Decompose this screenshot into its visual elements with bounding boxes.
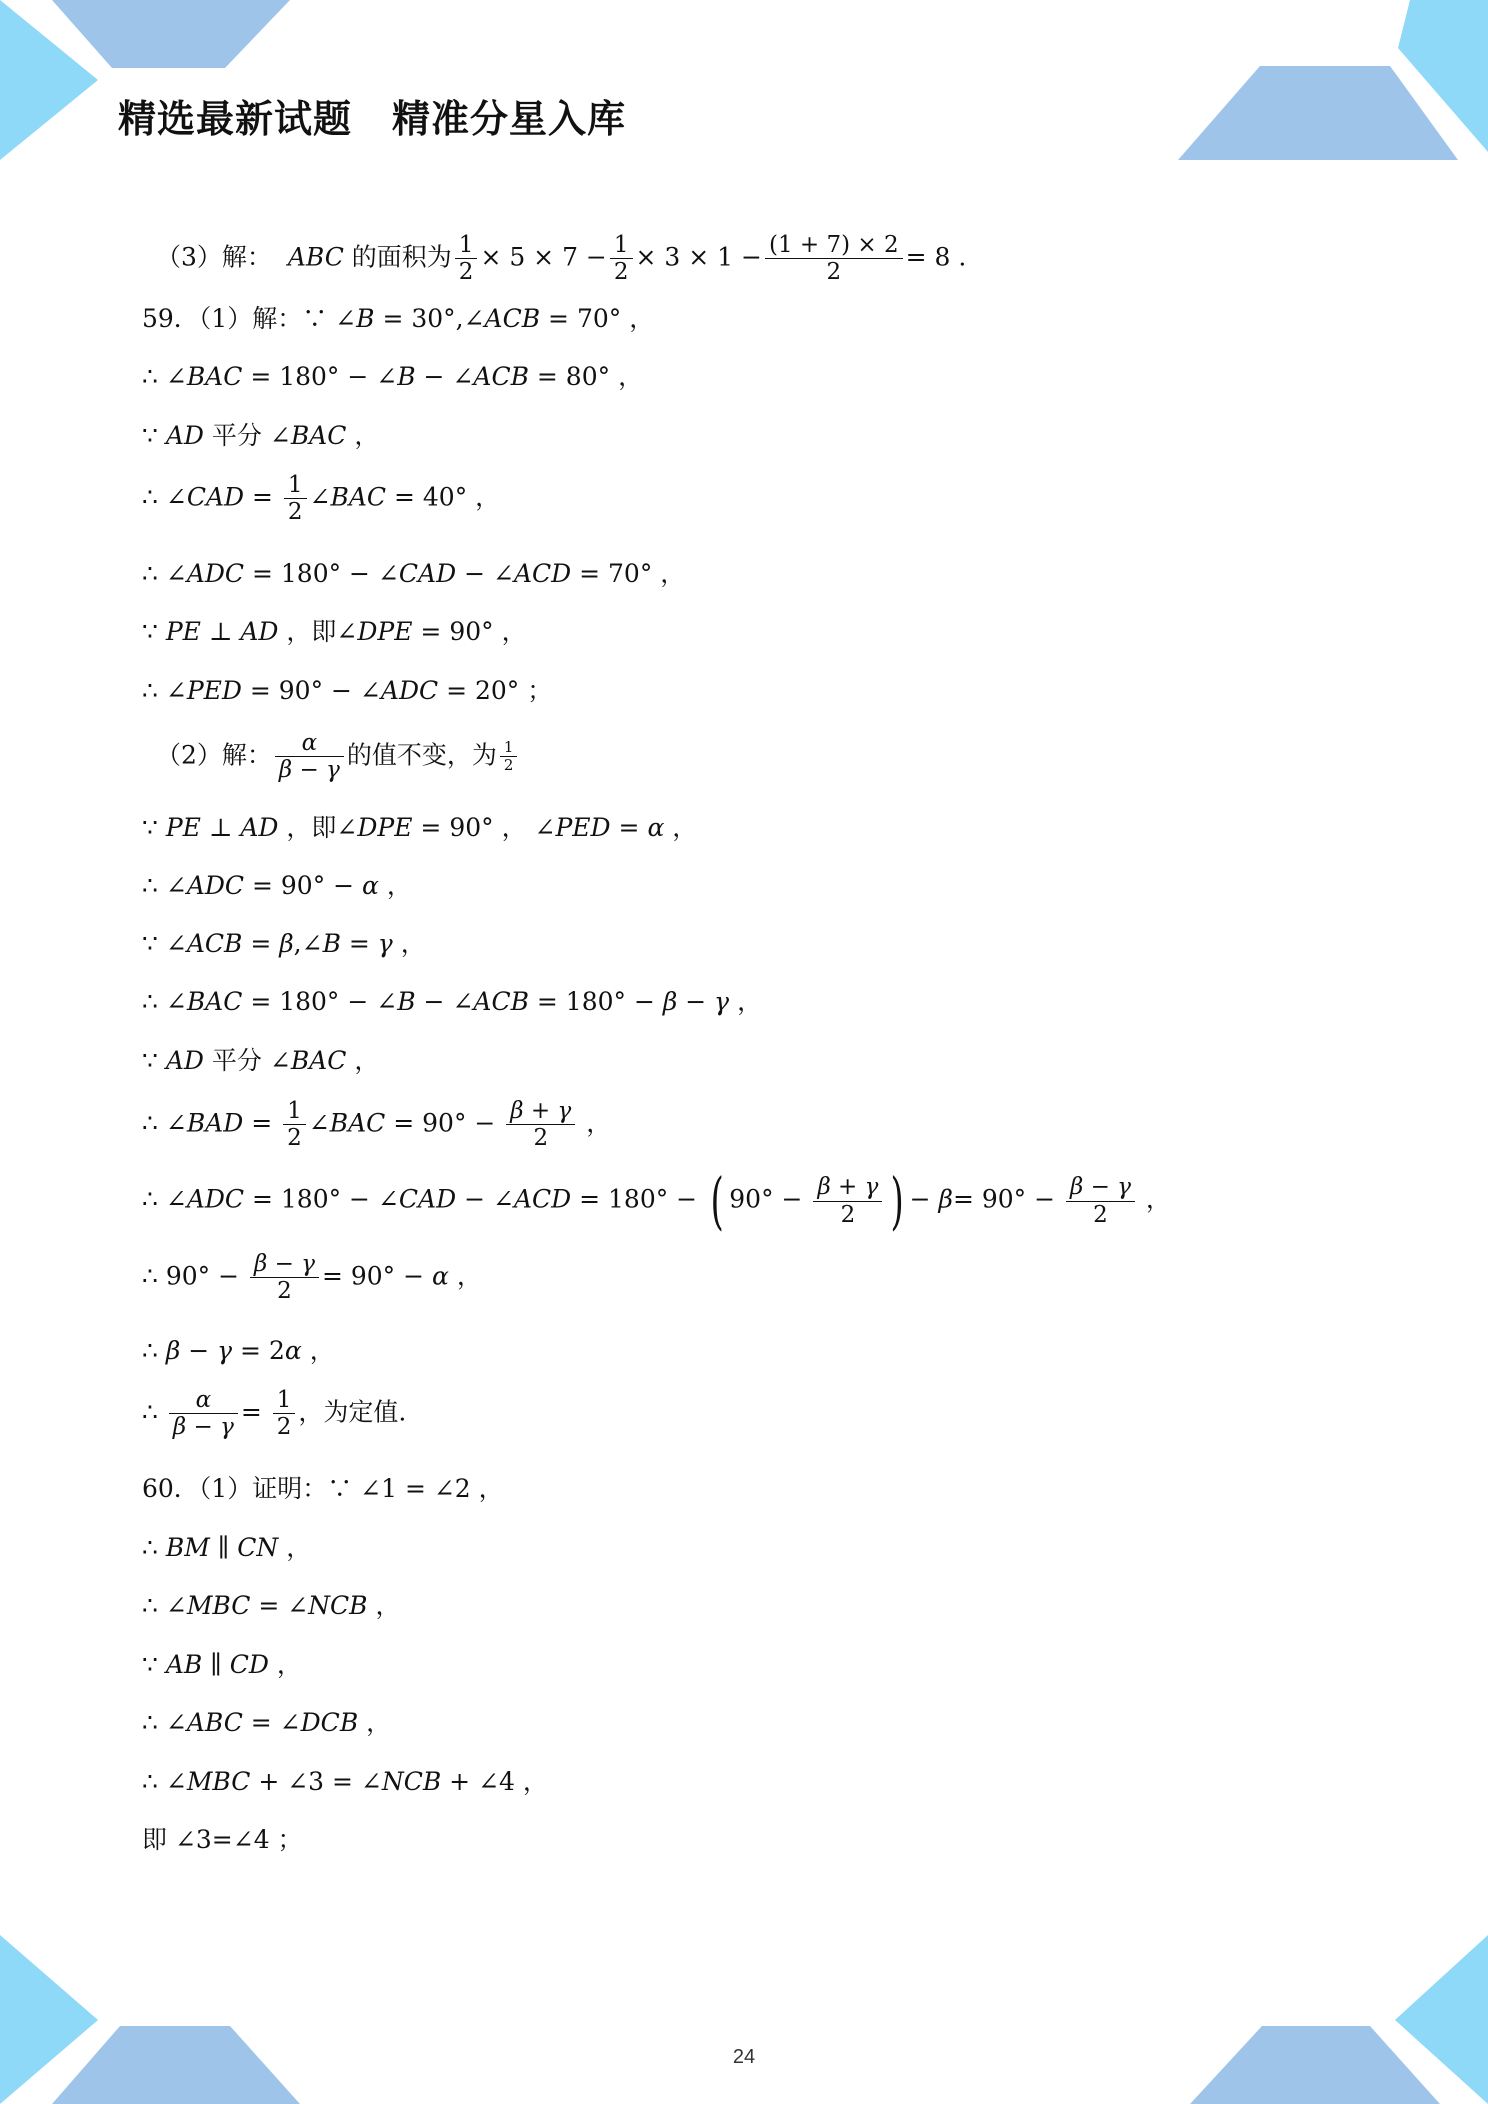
solution-line: 60．（1）证明：∵ ∠1 = ∠2 ， xyxy=(142,1474,504,1503)
solution-line: ∴ ∠PED = 90° − ∠ADC = 20° ； xyxy=(142,676,553,705)
solution-line: ∵ PE ⊥ AD ，即∠DPE = 90° ， xyxy=(142,617,527,646)
solution-line: ∴ ∠CAD = $\frac{1}{2}$ ∠BAC = 40° ， xyxy=(142,472,501,526)
solution-line: ∴ ∠MBC = ∠NCB ， xyxy=(142,1591,401,1620)
solution-line: ∴ ∠MBC + ∠3 = ∠NCB + ∠4 ， xyxy=(142,1767,548,1796)
solution-line: ∴ ∠BAC = 180° − ∠B − ∠ACB = 80° ， xyxy=(142,362,644,391)
solution-line: ∴ $\frac{\alpha}{\beta - \gamma}$ = $\frac{1}{2}$ ，为定值. xyxy=(142,1387,407,1441)
solution-line: ∴ ∠ADC = 90° − α ， xyxy=(142,871,412,900)
solution-line: ∴ ∠BAD = $\frac{1}{2}$ ∠BAC = 90° − $\frac{\beta + \gamma}{2}$ ， xyxy=(142,1098,612,1152)
solution-line: （2）解： $\frac{\alpha}{\beta - \gamma}$ 的值不变，为 $\frac{1}{2}$ xyxy=(156,730,520,784)
page-number: 24 xyxy=(732,2046,756,2068)
solution-line: ∴ ∠BAC = 180° − ∠B − ∠ACB = 180° − β − γ ， xyxy=(142,987,763,1016)
solution-line: ∵ ∠ACB = β,∠B = γ ， xyxy=(142,929,426,958)
solution-line: ∵ AD 平分 ∠BAC ， xyxy=(142,421,380,450)
solution-line: ∴ ∠ADC = 180° − ∠CAD − ∠ACD = 70° ， xyxy=(142,559,686,588)
header-title-right: 精准分星入库 xyxy=(392,97,627,141)
solution-line: （3）解： ABC 的面积为 $\frac{1}{2}$ × 5 × 7 − $\frac{1}{2}$ × 3 × 1 − $\frac{(1 + 7) \times 2}{2}$ = 8 . xyxy=(156,232,967,286)
solution-line: 即 ∠3=∠4 ； xyxy=(142,1825,303,1854)
solution-line: ∴ β − γ = 2α ， xyxy=(142,1336,335,1365)
solution-line: ∴ ∠ABC = ∠DCB ， xyxy=(142,1708,392,1737)
solution-line: ∵ AD 平分 ∠BAC ， xyxy=(142,1046,380,1075)
solution-line: ∵ AB ∥ CD ， xyxy=(142,1650,302,1679)
solution-line: ∴ BM ∥ CN ， xyxy=(142,1533,312,1562)
solution-line: ∵ PE ⊥ AD ，即∠DPE = 90° ， ∠PED = α ， xyxy=(142,813,698,842)
solution-line: 59．（1）解：∵ ∠B = 30°,∠ACB = 70° ， xyxy=(142,304,655,333)
header-title-left: 精选最新试题 xyxy=(118,97,353,141)
solution-line: ∴ ∠ADC = 180° − ∠CAD − ∠ACD = 180° − ( 90° − $\frac{\beta + \gamma}{2}$ ) − β= 90° − $\frac{\beta - \gamma}{2}$ ， xyxy=(142,1164,1171,1237)
solution-line: ∴ 90° − $\frac{\beta - \gamma}{2}$ = 90° − α ， xyxy=(142,1251,482,1305)
